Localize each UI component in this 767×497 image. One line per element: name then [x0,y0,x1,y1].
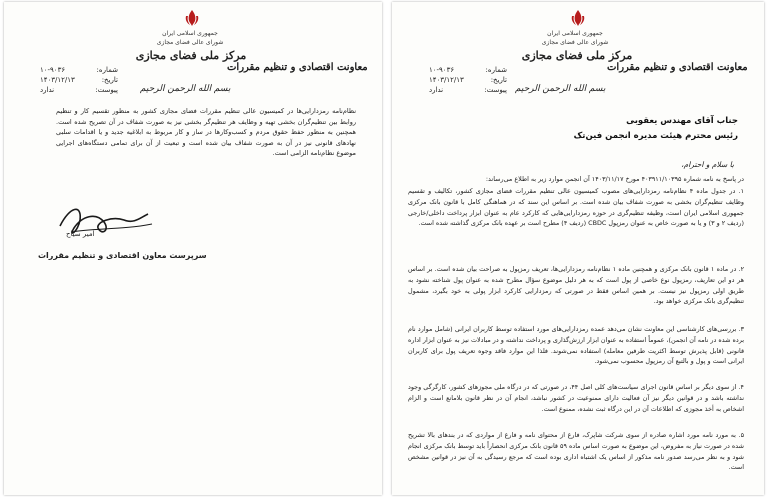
attachment-label: پیوست: [484,86,507,94]
country-name: جمهوری اسلامی ایران [547,30,603,37]
office-title: معاونت اقتصادی و تنظیم مقررات [227,62,368,73]
letter-attachment: ندارد [40,86,55,94]
number-label: شماره: [96,66,118,74]
date-label: تاریخ: [490,76,507,84]
signature-area [52,198,212,258]
paragraph-2: ۲. در ماده ۱ قانون بانک مرکزی و همچنین ماده ۱ نظام‌نامه رمزدارایی‌ها، تعریف رمزپول به صراحت بیان شده است. بر اساس هر دو این تعاریف، رمزپول نوع خاصی از پول است که به هر دلیل موضوع سؤال مطرح شده به عنوان پول شناخته نشود به طریق اولی رمزپول نیز نیست. بر همین اساس فقط در صورتی که رمزدارایی کارکرد ابزار پولی به خود بگیرد، مشمول تنظیم‌گری بانک مرکزی خواهد بود. [408,265,744,306]
addressee-name: جناب آقای مهندس یعقوبی [626,116,738,126]
date-label: تاریخ: [101,76,118,84]
country-name: جمهوری اسلامی ایران [162,30,218,37]
letter-number: ۱۰-۹۰۳۶ [429,66,455,74]
handwritten-signature [52,198,172,248]
letter-date: ۱۴۰۳/۱۲/۱۳ [40,76,75,84]
paragraph-intro: در پاسخ به نامه شماره ۴۰۳۹۱۱/۱۰۳۹۵ مورخ ۱۴۰۳/۱۱/۱۷ آن انجمن موارد زیر به اطلاع می‌رساند: [485,175,744,183]
greeting: با سلام و احترام، [681,160,734,169]
letter-body: نظام‌نامه رمزدارایی‌ها در کمیسیون عالی تنظیم مقررات فضای مجازی کشور به منظور تقسیم کار و تنظیم روابط بین تنظیم‌گران بخشی تهیه و وظایف هر تنظیم‌گر بخشی نیز به صورت شفاف در آن تصریح شده است. همچنین به منظور حفظ حقوق مردم و کسب‌وکارها در ساز و کار مربوط به ابلاغیه جدید و یا اقدامات سلبی نهادهای قانونی نیز در آن به صورت شفاف بیان شده است و تبعیت از آن برای تمامی دستگاه‌های اجرایی موضوع نظام‌نامه الزامی است. [56,107,356,158]
letter-meta [429,65,507,95]
bismillah-heading: بسم الله الرحمن الرحیم [515,84,606,94]
bismillah-heading: بسم الله الرحمن الرحیم [140,84,231,94]
letter-attachment: ندارد [429,86,444,94]
center-name: مرکز ملی فضای مجازی [521,49,633,62]
paragraph-4: ۴. از سوی دیگر بر اساس قانون اجرای سیاست‌های کلی اصل ۴۴، در صورتی که در درگاه ملی مجوزهای کشور، کارگرگی وجود نداشته باشد و در قوانین دیگر نیز آن فعالیت دارای ممنوعیت در کشور نباشد، انجام آن در نظر قانون بلامانع است و الزام اشخاص به أخذ مجوزی که اطلاعات آن در این درگاه ثبت نشده، ممنوع است. [408,383,744,413]
letter-page-left [4,2,382,495]
signatory-name: امیر سیاح [66,230,95,238]
number-label: شماره: [485,66,507,74]
office-title: معاونت اقتصادی و تنظیم مقررات [607,62,748,73]
iran-emblem-icon [568,8,588,28]
letter-date: ۱۴۰۳/۱۲/۱۳ [429,76,464,84]
letter-meta [40,65,118,95]
letter-number: ۱۰-۹۰۳۶ [40,66,66,74]
attachment-label: پیوست: [95,86,118,94]
paragraph-5: ۵. به مورد نامه مورد اشاره صادره از سوی شرکت شاپرک، فارغ از محتوای نامه و فارغ از مواردی که در بندهای بالا تشریح شده در صورت نیاز به مفروض، این موضوع به صورت اساس ماده ۵۹ قانون بانک مرکزی انحصاراً باید توسط بانک مرکزی انجام شود و به نظر می‌رسد صدور نامه مذکور از اساس یک اشتباه اداری بوده است که مرجع رسیدگی به آن نیز در قوانین مشخص است. [408,431,744,472]
letter-page-right [392,2,764,495]
signatory-title: سرپرست معاون اقتصادی و تنظیم مقررات [38,251,207,260]
center-name: مرکز ملی فضای مجازی [135,49,247,62]
addressee-title: رئیس محترم هیئت مدیره انجمن فین‌تک [573,131,738,141]
paragraph-3: ۳. بررسی‌های کارشناسی این معاونت نشان می‌دهد عمده رمزدارایی‌های مورد استفاده توسط کاربران ایرانی (شامل موارد نام برده شده در نامه آن انجمن)، عموماً استفاده به عنوان ابزار ارزش‌گذاری و پرداخت نداشته و در مبادلات نیز به عنوان ابزار اداره قانونی (قابل پذیرش توسط اکثریت طرفین معامله) استفاده نمی‌شوند. فلذا این موارد فاقد وجوه تعریف پول برای کاربران ایرانی است و پول و بالتبع آن رمزپول محسوب نمی‌شود. [408,325,744,366]
council-name: شورای عالی فضای مجازی [156,39,224,46]
paragraph-1: ۱. در جدول ماده ۴ نظام‌نامه رمزدارایی‌های مصوب کمیسیون عالی تنظیم مقررات فضای مجازی کشور، تکالیف و تقسیم وظایف تنظیم‌گران بخشی به صورت شفاف بیان شده است. بر اساس این سند که در هماهنگی کامل با قانون بانک مرکزی جمهوری اسلامی ایران است، وظیفه تنظیم‌گری در حوزه رمزدارایی‌هایی که کارکرد عام به عنوان ابزار پرداخت داخلی/خارجی (ردیف ۲ و ۳) و یا به صورت خاص به عنوان رمزپول CBDC (ردیف ۴) مطرح است بر عهده بانک مرکزی گذاشته شده است. [408,187,745,228]
iran-emblem-icon [182,8,202,28]
council-name: شورای عالی فضای مجازی [541,39,609,46]
